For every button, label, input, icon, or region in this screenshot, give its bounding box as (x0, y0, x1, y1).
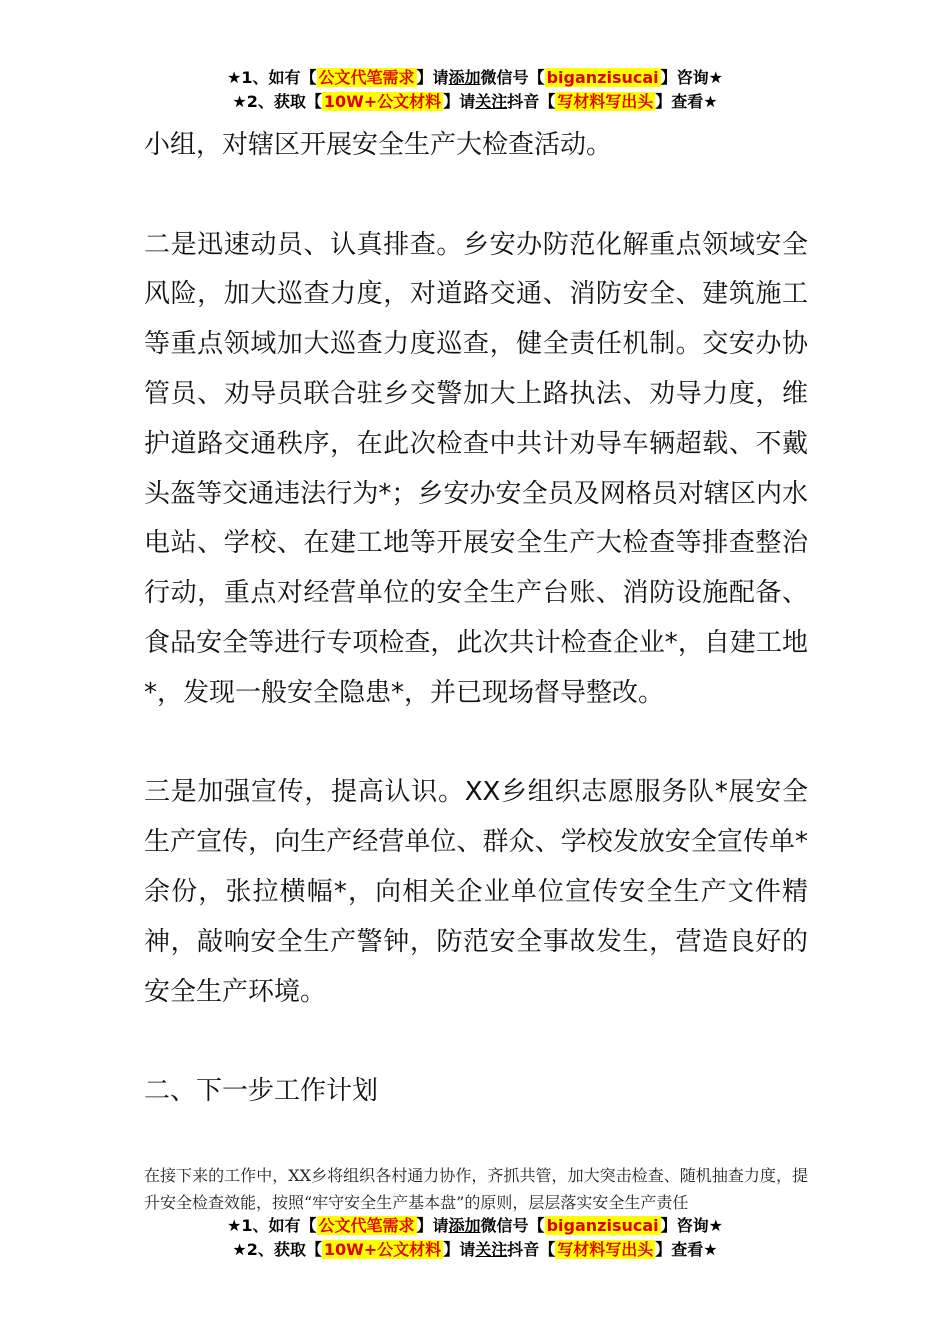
banner-text: 】请 (416, 68, 449, 87)
banner-highlight: 公文代笔需求 (318, 1216, 415, 1235)
banner-line-2 (0, 1238, 950, 1262)
banner-text: 抖音【 (507, 1240, 556, 1259)
banner-highlight: biganzisucai (546, 68, 659, 87)
body-paragraph: 二是迅速动员、认真排查。乡安办防范化解重点领域安全风险，加大巡查力度，对道路交通、消防安全、建筑施工等重点领域加大巡查力度巡查，健全责任机制。交安办协管员、劝导员联合驻乡交警加大上路执法、劝导力度，维护道路交通秩序，在此次检查中共计劝导车辆超载、不戴头盔等交通违法行为*；乡安办安全员及网格员对辖区内水电站、学校、在建工地等开展安全生产大检查等排查整治行动，重点对经营单位的安全生产台账、消防设施配备、食品安全等进行专项检查，此次共计检查企业*，自建工地*，发现一般安全隐患*，并已现场督导整改。 (144, 229, 808, 708)
banner-text: 】查看★ (655, 1240, 718, 1259)
banner-underlined-text: 添加 (448, 1216, 481, 1235)
banner-text: 】请 (443, 1240, 476, 1259)
paragraph-gap (144, 1017, 808, 1067)
paragraph-gap (144, 171, 808, 221)
small-paragraph: 在接下来的工作中，XX乡将组织各村通力协作，齐抓共管，加大突击检查、随机抽查力度，提升安全检查效能，按照“牢守安全生产基本盘”的原则，层层落实安全生产责任 (144, 1166, 808, 1212)
banner-line-1 (0, 66, 950, 90)
banner-highlight: 写材料写出头 (557, 1240, 654, 1259)
header-banner (0, 66, 950, 114)
banner-line-1 (0, 1214, 950, 1238)
banner-text: ★1、如有【 (227, 68, 317, 87)
banner-highlight: 10W+公文材料 (323, 92, 442, 111)
banner-highlight: biganzisucai (546, 1216, 659, 1235)
footer-banner (0, 1214, 950, 1262)
document-body (144, 121, 808, 1117)
banner-text: 】请 (443, 92, 476, 111)
banner-underlined-text: 关注 (475, 1240, 508, 1259)
banner-text: 抖音【 (507, 92, 556, 111)
banner-underlined-text: 添加 (448, 68, 481, 87)
banner-text: 】查看★ (655, 92, 718, 111)
section-heading: 二、下一步工作计划 (144, 1076, 379, 1107)
body-paragraph: 小组，对辖区开展安全生产大检查活动。 (144, 130, 613, 160)
body-paragraph: 三是加强宣传，提高认识。XX乡组织志愿服务队*展安全生产宣传，向生产经营单位、群众、学校发放安全宣传单*余份，张拉横幅*，向相关企业单位宣传安全生产文件精神，敲响安全生产警钟，防范安全事故发生，营造良好的安全生产环境。 (144, 777, 808, 1007)
banner-line-2 (0, 90, 950, 114)
banner-text: 】咨询★ (660, 68, 723, 87)
banner-text: 微信号【 (480, 68, 545, 87)
banner-text: 微信号【 (480, 1216, 545, 1235)
banner-highlight: 公文代笔需求 (318, 68, 415, 87)
banner-text: 】咨询★ (660, 1216, 723, 1235)
banner-text: ★2、获取【 (232, 1240, 322, 1259)
banner-text: ★1、如有【 (227, 1216, 317, 1235)
banner-highlight: 写材料写出头 (557, 92, 654, 111)
paragraph-gap (144, 719, 808, 769)
banner-highlight: 10W+公文材料 (323, 1240, 442, 1259)
banner-underlined-text: 关注 (475, 92, 508, 111)
banner-text: 】请 (416, 1216, 449, 1235)
banner-text: ★2、获取【 (232, 92, 322, 111)
